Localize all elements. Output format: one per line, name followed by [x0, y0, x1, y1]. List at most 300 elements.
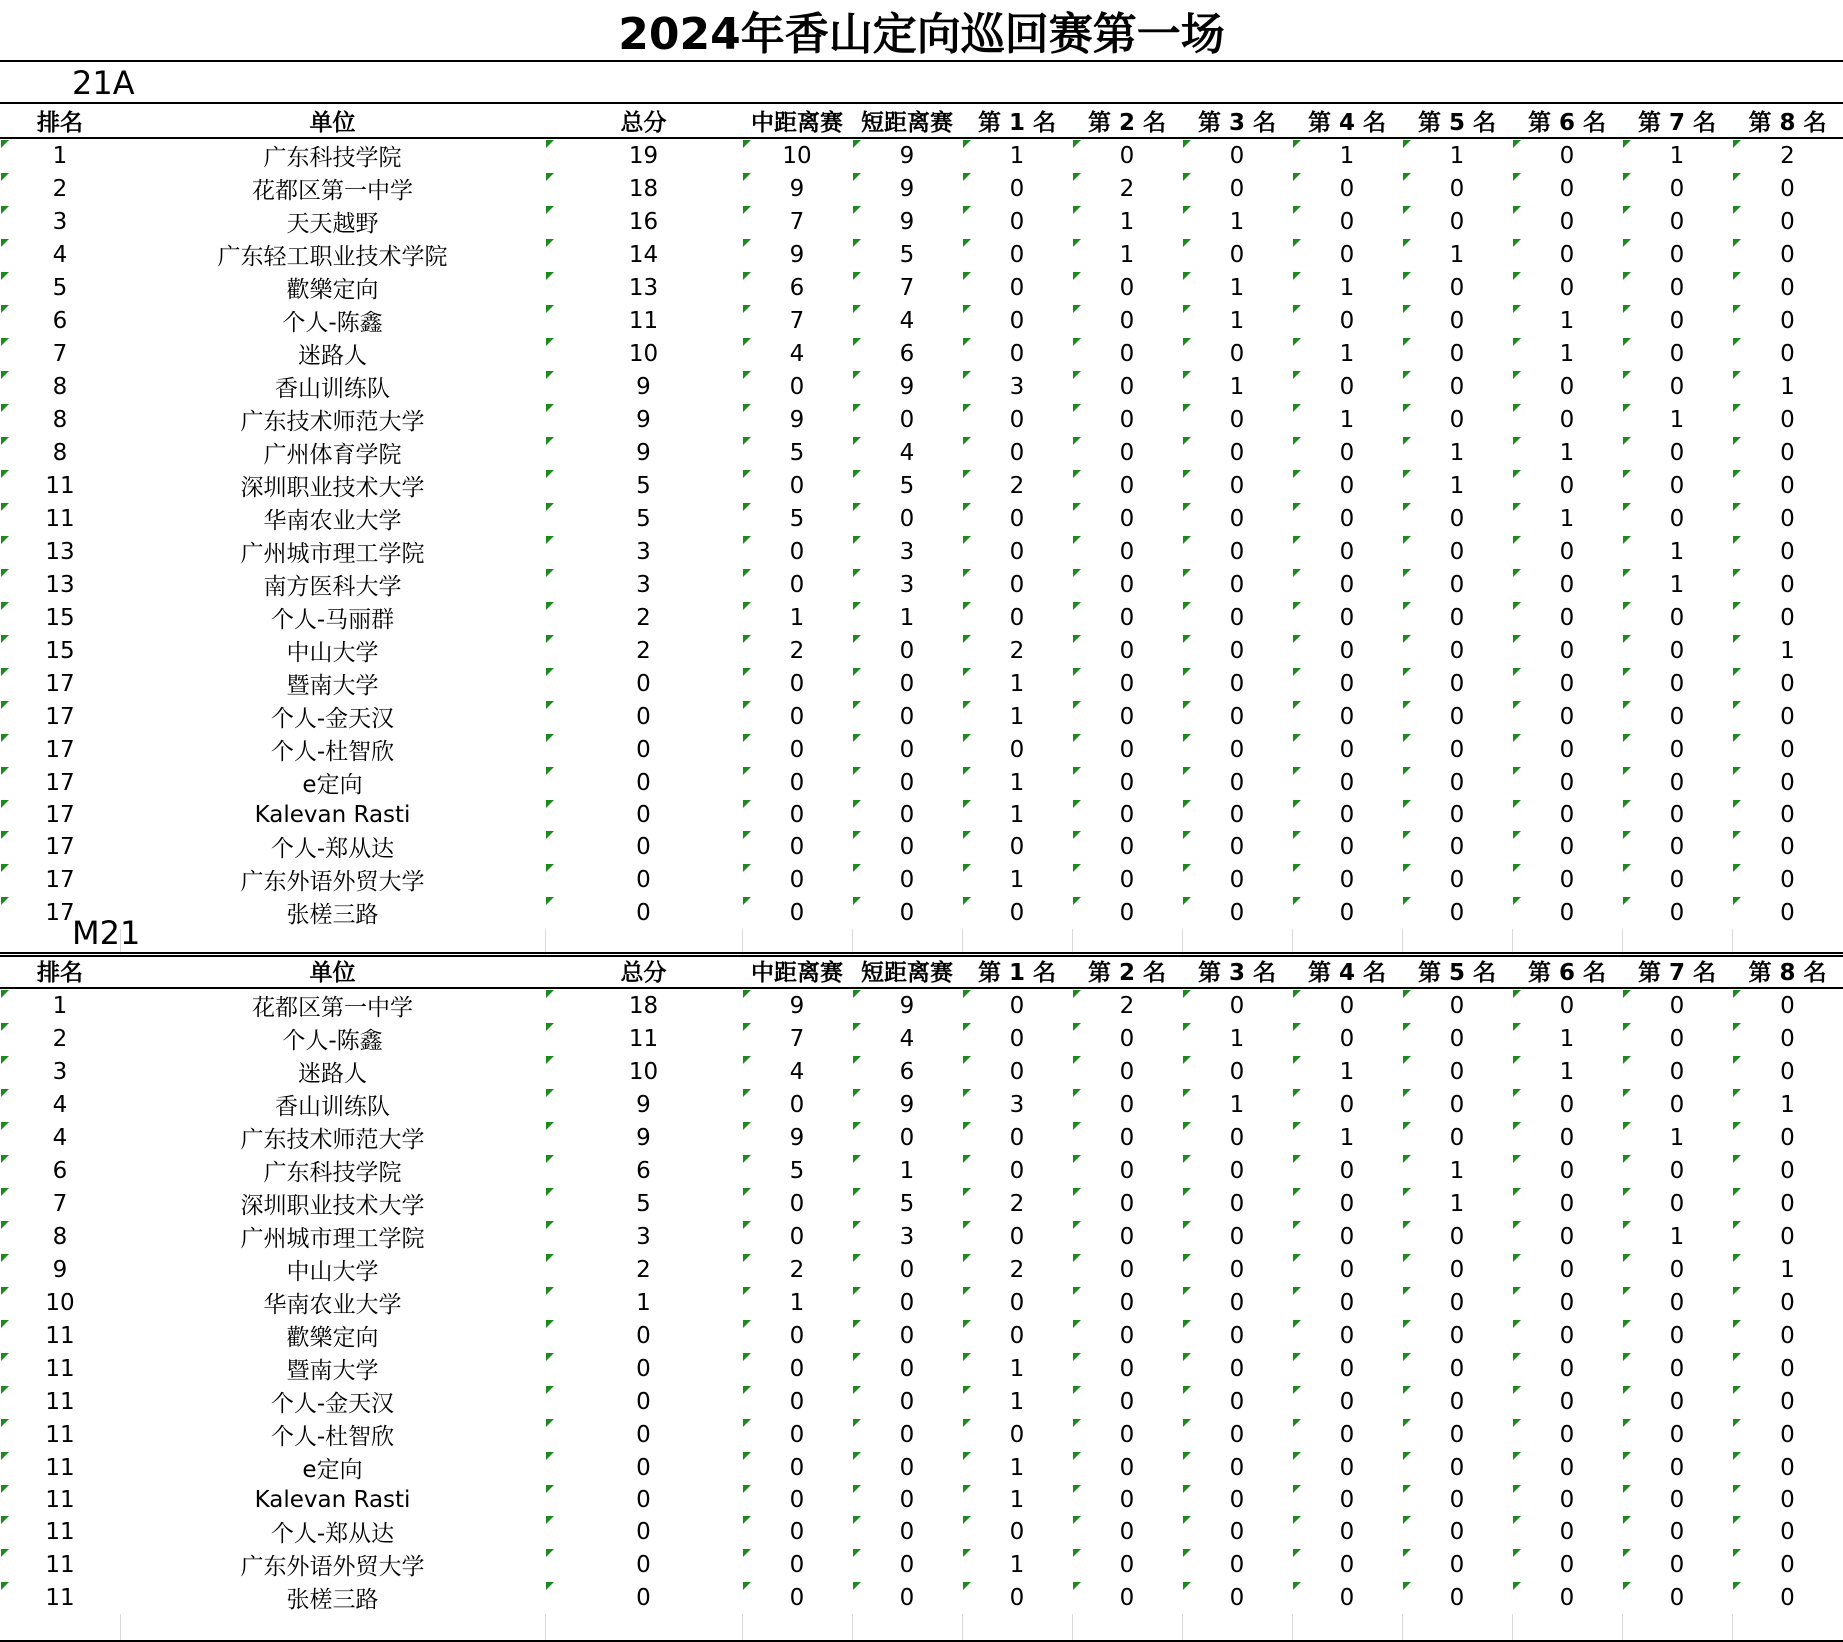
score-cell: 0 — [1292, 469, 1402, 502]
score-cell: 0 — [1622, 370, 1732, 403]
score-cell: 4 — [852, 304, 962, 337]
score-cell: 0 — [1732, 403, 1843, 436]
table-row — [0, 1484, 1843, 1515]
team-cell: 天天越野 — [286, 211, 379, 237]
rank-cell: 13 — [0, 568, 120, 601]
score-cell: 0 — [1732, 896, 1843, 929]
score-cell: 0 — [1622, 1418, 1732, 1451]
spacer-cell — [742, 1614, 852, 1640]
team-cell: 迷路人 — [298, 343, 367, 369]
score-cell: 9 — [852, 988, 962, 1022]
score-cell: 0 — [962, 1022, 1072, 1055]
table-row — [0, 304, 1843, 337]
score-cell: 0 — [1402, 1581, 1512, 1614]
score-cell: 9 — [545, 1088, 742, 1121]
score-cell: 0 — [1732, 1055, 1843, 1088]
team-cell: 深圳职业技术大学 — [240, 1193, 425, 1219]
score-cell: 1 — [1732, 1253, 1843, 1286]
spacer-cell — [1182, 1614, 1292, 1640]
score-cell: 3 — [962, 370, 1072, 403]
team-cell: 广东轻工职业技术学院 — [217, 244, 448, 270]
score-cell: 10 — [545, 337, 742, 370]
score-cell: 0 — [1292, 1187, 1402, 1220]
score-cell: 0 — [1732, 1022, 1843, 1055]
score-cell: 0 — [962, 1055, 1072, 1088]
score-cell: 0 — [1072, 733, 1182, 766]
rank-cell: 11 — [0, 1548, 120, 1581]
score-cell: 0 — [1182, 667, 1292, 700]
score-cell: 0 — [1512, 1352, 1622, 1385]
team-cell: 广东科技学院 — [263, 145, 402, 171]
section-title: M21 — [0, 912, 1843, 954]
score-cell: 0 — [1182, 1187, 1292, 1220]
table-row — [0, 1548, 1843, 1581]
rank-cell: 3 — [0, 205, 120, 238]
score-cell: 0 — [962, 1319, 1072, 1352]
score-cell: 0 — [1292, 1253, 1402, 1286]
score-cell: 0 — [1402, 1121, 1512, 1154]
score-cell: 0 — [962, 1515, 1072, 1548]
score-cell: 0 — [1732, 238, 1843, 271]
score-cell: 1 — [962, 1451, 1072, 1484]
team-cell: 花都区第一中学 — [252, 178, 413, 204]
score-cell: 1 — [962, 138, 1072, 172]
score-cell: 0 — [1512, 1515, 1622, 1548]
score-cell: 0 — [1182, 601, 1292, 634]
score-cell: 0 — [1072, 1055, 1182, 1088]
score-cell: 0 — [1402, 1352, 1512, 1385]
score-cell: 0 — [1072, 1319, 1182, 1352]
score-cell: 0 — [1072, 436, 1182, 469]
score-cell: 0 — [545, 1385, 742, 1418]
score-cell: 0 — [545, 766, 742, 799]
score-cell: 0 — [1512, 568, 1622, 601]
column-header: 单位 — [120, 954, 545, 988]
rank-cell: 17 — [0, 733, 120, 766]
score-cell: 0 — [1512, 799, 1622, 830]
score-cell: 18 — [545, 988, 742, 1022]
table-row — [0, 1319, 1843, 1352]
score-cell: 0 — [962, 1286, 1072, 1319]
score-cell: 13 — [545, 271, 742, 304]
table-row — [0, 1581, 1843, 1614]
score-cell: 0 — [1402, 988, 1512, 1022]
score-cell: 0 — [1512, 634, 1622, 667]
rank-cell: 17 — [0, 896, 120, 929]
score-cell: 0 — [1182, 1220, 1292, 1253]
score-cell: 0 — [742, 700, 852, 733]
score-cell: 0 — [1072, 667, 1182, 700]
score-cell: 0 — [852, 830, 962, 863]
score-cell: 0 — [1182, 436, 1292, 469]
team-cell: 广州体育学院 — [263, 442, 402, 468]
score-cell: 0 — [1732, 1286, 1843, 1319]
section-21a — [0, 62, 1843, 957]
score-cell: 0 — [1292, 1484, 1402, 1515]
score-cell: 0 — [1622, 1055, 1732, 1088]
column-header: 第 4 名 — [1292, 104, 1402, 138]
score-cell: 1 — [962, 1385, 1072, 1418]
rank-cell: 11 — [0, 1451, 120, 1484]
score-cell: 4 — [742, 1055, 852, 1088]
score-cell: 9 — [742, 238, 852, 271]
score-cell: 0 — [742, 1385, 852, 1418]
score-cell: 0 — [1622, 1286, 1732, 1319]
score-cell: 0 — [1732, 1187, 1843, 1220]
score-cell: 1 — [1182, 205, 1292, 238]
score-cell: 0 — [1402, 1418, 1512, 1451]
score-cell: 0 — [1512, 601, 1622, 634]
team-cell: 广东技术师范大学 — [240, 1127, 425, 1153]
score-cell: 0 — [1182, 700, 1292, 733]
score-cell: 0 — [1512, 766, 1622, 799]
team-cell: 广州城市理工学院 — [240, 1226, 425, 1252]
spacer-cell — [962, 1614, 1072, 1640]
score-cell: 0 — [1512, 1418, 1622, 1451]
score-cell: 0 — [852, 1581, 962, 1614]
score-cell: 0 — [852, 1352, 962, 1385]
score-cell: 1 — [1512, 1055, 1622, 1088]
score-cell: 0 — [1402, 1319, 1512, 1352]
score-cell: 0 — [962, 238, 1072, 271]
table-row — [0, 370, 1843, 403]
rank-cell: 2 — [0, 1022, 120, 1055]
score-cell: 0 — [852, 1548, 962, 1581]
score-cell: 0 — [852, 403, 962, 436]
column-header: 第 7 名 — [1622, 104, 1732, 138]
score-cell: 1 — [1402, 469, 1512, 502]
score-cell: 0 — [1072, 1121, 1182, 1154]
score-cell: 11 — [545, 1022, 742, 1055]
score-cell: 0 — [852, 667, 962, 700]
score-cell: 0 — [1732, 469, 1843, 502]
score-cell: 0 — [545, 1548, 742, 1581]
score-cell: 0 — [852, 1385, 962, 1418]
score-cell: 0 — [852, 634, 962, 667]
team-cell: 迷路人 — [298, 1061, 367, 1087]
score-cell: 0 — [545, 863, 742, 896]
score-cell: 0 — [1072, 469, 1182, 502]
table-row — [0, 830, 1843, 863]
score-cell: 1 — [1402, 1154, 1512, 1187]
score-cell: 0 — [1622, 1088, 1732, 1121]
team-cell: 广东技术师范大学 — [240, 409, 425, 435]
team-cell: 南方医科大学 — [263, 574, 402, 600]
score-cell: 0 — [962, 830, 1072, 863]
score-cell: 3 — [545, 1220, 742, 1253]
table-row — [0, 1121, 1843, 1154]
score-cell: 0 — [1732, 1581, 1843, 1614]
score-cell: 1 — [1732, 370, 1843, 403]
score-cell: 3 — [962, 1088, 1072, 1121]
score-cell: 9 — [545, 370, 742, 403]
score-cell: 0 — [962, 436, 1072, 469]
spacer-cell — [1732, 1614, 1843, 1640]
score-cell: 0 — [1182, 896, 1292, 929]
rank-cell: 11 — [0, 469, 120, 502]
team-cell: 歡樂定向 — [286, 277, 379, 303]
score-cell: 0 — [962, 205, 1072, 238]
score-cell: 0 — [1622, 1187, 1732, 1220]
score-cell: 0 — [1402, 896, 1512, 929]
score-cell: 0 — [1512, 138, 1622, 172]
team-cell: Kalevan Rasti — [254, 1486, 411, 1513]
score-cell: 0 — [1072, 304, 1182, 337]
score-cell: 1 — [1512, 502, 1622, 535]
score-cell: 0 — [1072, 403, 1182, 436]
table-row — [0, 799, 1843, 830]
score-cell: 1 — [852, 601, 962, 634]
score-cell: 1 — [962, 799, 1072, 830]
score-cell: 0 — [852, 766, 962, 799]
score-cell: 1 — [1292, 1055, 1402, 1088]
team-cell: 个人-杜智欣 — [270, 739, 395, 765]
score-cell: 0 — [1182, 1154, 1292, 1187]
score-cell: 0 — [1292, 172, 1402, 205]
score-cell: 5 — [545, 502, 742, 535]
score-cell: 0 — [1182, 469, 1292, 502]
team-cell: 个人-郑从达 — [270, 836, 395, 862]
rank-cell: 15 — [0, 601, 120, 634]
spacer-cell — [1402, 1614, 1512, 1640]
score-cell: 0 — [852, 863, 962, 896]
score-cell: 0 — [1072, 1451, 1182, 1484]
score-cell: 0 — [1182, 568, 1292, 601]
score-cell: 0 — [1072, 138, 1182, 172]
table-row — [0, 1088, 1843, 1121]
score-cell: 0 — [742, 1515, 852, 1548]
score-cell: 0 — [1622, 634, 1732, 667]
score-cell: 0 — [1292, 535, 1402, 568]
score-cell: 0 — [1402, 766, 1512, 799]
score-cell: 0 — [1182, 502, 1292, 535]
score-cell: 0 — [1182, 403, 1292, 436]
table-row — [0, 733, 1843, 766]
team-cell: 香山训练队 — [275, 376, 390, 402]
score-cell: 0 — [1512, 1121, 1622, 1154]
score-cell: 0 — [742, 830, 852, 863]
column-header: 第 5 名 — [1402, 954, 1512, 988]
score-cell: 5 — [545, 1187, 742, 1220]
table-row — [0, 1055, 1843, 1088]
score-cell: 0 — [1732, 1548, 1843, 1581]
table-row — [0, 172, 1843, 205]
score-cell: 1 — [1402, 138, 1512, 172]
rank-cell: 4 — [0, 1121, 120, 1154]
score-cell: 6 — [852, 337, 962, 370]
score-cell: 0 — [1292, 1418, 1402, 1451]
score-cell: 0 — [962, 403, 1072, 436]
score-cell: 0 — [1622, 830, 1732, 863]
score-cell: 0 — [1182, 337, 1292, 370]
table-row — [0, 863, 1843, 896]
score-cell: 0 — [962, 337, 1072, 370]
team-cell: 广东科技学院 — [263, 1160, 402, 1186]
column-header: 第 2 名 — [1072, 104, 1182, 138]
score-cell: 9 — [852, 370, 962, 403]
score-cell: 1 — [1292, 403, 1402, 436]
score-cell: 0 — [962, 304, 1072, 337]
score-cell: 0 — [1622, 700, 1732, 733]
score-cell: 0 — [1182, 1319, 1292, 1352]
score-cell: 0 — [1182, 1484, 1292, 1515]
score-cell: 18 — [545, 172, 742, 205]
score-cell: 1 — [962, 1548, 1072, 1581]
score-cell: 0 — [1622, 1581, 1732, 1614]
score-cell: 0 — [1622, 1451, 1732, 1484]
table-row — [0, 1220, 1843, 1253]
rank-cell: 1 — [0, 138, 120, 172]
score-cell: 0 — [1292, 667, 1402, 700]
score-cell: 0 — [1072, 1220, 1182, 1253]
score-cell: 0 — [1402, 830, 1512, 863]
table-row — [0, 1154, 1843, 1187]
table-row — [0, 403, 1843, 436]
results-table — [0, 104, 1843, 955]
score-cell: 0 — [1072, 1515, 1182, 1548]
column-header: 排名 — [0, 104, 120, 138]
team-cell: Kalevan Rasti — [254, 801, 411, 828]
score-cell: 0 — [1512, 1154, 1622, 1187]
page-title: 2024年香山定向巡回赛第一场 — [0, 0, 1843, 62]
score-cell: 0 — [742, 896, 852, 929]
rank-cell: 11 — [0, 1319, 120, 1352]
score-cell: 0 — [962, 896, 1072, 929]
spacer-cell — [545, 1614, 742, 1640]
score-cell: 0 — [1622, 1515, 1732, 1548]
score-cell: 0 — [1402, 1220, 1512, 1253]
score-cell: 5 — [742, 1154, 852, 1187]
rank-cell: 9 — [0, 1253, 120, 1286]
score-cell: 0 — [1072, 896, 1182, 929]
table-row — [0, 634, 1843, 667]
score-cell: 0 — [545, 896, 742, 929]
score-cell: 0 — [742, 1484, 852, 1515]
rank-cell: 11 — [0, 1418, 120, 1451]
rank-cell: 17 — [0, 799, 120, 830]
score-cell: 0 — [1732, 799, 1843, 830]
score-cell: 5 — [742, 502, 852, 535]
table-row — [0, 1253, 1843, 1286]
score-cell: 9 — [852, 138, 962, 172]
score-cell: 0 — [1732, 1220, 1843, 1253]
score-cell: 0 — [962, 988, 1072, 1022]
rank-cell: 7 — [0, 1187, 120, 1220]
score-cell: 0 — [1622, 1484, 1732, 1515]
score-cell: 0 — [1622, 1154, 1732, 1187]
score-cell: 0 — [742, 568, 852, 601]
score-cell: 0 — [962, 271, 1072, 304]
score-cell: 1 — [962, 1352, 1072, 1385]
score-cell: 1 — [1182, 1022, 1292, 1055]
score-cell: 0 — [1512, 535, 1622, 568]
score-cell: 0 — [962, 502, 1072, 535]
score-cell: 7 — [742, 1022, 852, 1055]
score-cell: 0 — [852, 502, 962, 535]
score-cell: 0 — [1512, 830, 1622, 863]
rank-cell: 11 — [0, 502, 120, 535]
score-cell: 0 — [1292, 1451, 1402, 1484]
table-row — [0, 1385, 1843, 1418]
score-cell: 0 — [1292, 1581, 1402, 1614]
score-cell: 0 — [1072, 601, 1182, 634]
score-cell: 9 — [742, 988, 852, 1022]
table-row — [0, 667, 1843, 700]
score-cell: 0 — [1402, 535, 1512, 568]
score-cell: 0 — [545, 1484, 742, 1515]
score-cell: 1 — [962, 667, 1072, 700]
score-cell: 0 — [1402, 370, 1512, 403]
score-cell: 0 — [1512, 733, 1622, 766]
score-cell: 0 — [1732, 535, 1843, 568]
column-header: 第 1 名 — [962, 954, 1072, 988]
score-cell: 0 — [742, 667, 852, 700]
score-cell: 0 — [1732, 700, 1843, 733]
score-cell: 0 — [742, 799, 852, 830]
score-cell: 0 — [962, 1220, 1072, 1253]
score-cell: 0 — [1622, 502, 1732, 535]
score-cell: 0 — [545, 830, 742, 863]
score-cell: 0 — [852, 799, 962, 830]
results-table — [0, 954, 1843, 1640]
table-row — [0, 700, 1843, 733]
team-cell: 个人-杜智欣 — [270, 1424, 395, 1450]
score-cell: 0 — [1732, 1515, 1843, 1548]
score-cell: 1 — [962, 700, 1072, 733]
score-cell: 0 — [962, 601, 1072, 634]
score-cell: 0 — [1292, 436, 1402, 469]
score-cell: 0 — [852, 1286, 962, 1319]
score-cell: 0 — [1622, 667, 1732, 700]
score-cell: 0 — [1182, 1451, 1292, 1484]
column-header: 第 8 名 — [1732, 104, 1843, 138]
score-cell: 0 — [1402, 337, 1512, 370]
score-cell: 5 — [852, 238, 962, 271]
table-header-row — [0, 954, 1843, 988]
score-cell: 0 — [742, 1418, 852, 1451]
score-cell: 1 — [1402, 436, 1512, 469]
team-cell: 暨南大学 — [286, 673, 379, 699]
score-cell: 0 — [1072, 1484, 1182, 1515]
team-cell: e定向 — [302, 1457, 363, 1483]
table-row — [0, 1286, 1843, 1319]
score-cell: 1 — [1292, 271, 1402, 304]
team-cell: 个人-金天汉 — [270, 706, 395, 732]
column-header: 中距离赛 — [742, 104, 852, 138]
score-cell: 0 — [1512, 667, 1622, 700]
score-cell: 0 — [1402, 1022, 1512, 1055]
score-cell: 0 — [1622, 766, 1732, 799]
score-cell: 0 — [852, 1253, 962, 1286]
column-header: 第 3 名 — [1182, 954, 1292, 988]
score-cell: 0 — [742, 535, 852, 568]
rank-cell: 11 — [0, 1385, 120, 1418]
score-cell: 0 — [1072, 1154, 1182, 1187]
score-cell: 0 — [1732, 205, 1843, 238]
score-cell: 0 — [742, 1220, 852, 1253]
team-cell: 花都区第一中学 — [252, 995, 413, 1021]
score-cell: 0 — [1622, 172, 1732, 205]
score-cell: 0 — [1072, 1187, 1182, 1220]
score-cell: 0 — [1512, 1484, 1622, 1515]
score-cell: 0 — [1072, 1253, 1182, 1286]
score-cell: 0 — [1182, 1253, 1292, 1286]
score-cell: 10 — [545, 1055, 742, 1088]
score-cell: 0 — [1072, 799, 1182, 830]
score-cell: 9 — [742, 1121, 852, 1154]
score-cell: 5 — [852, 469, 962, 502]
score-cell: 7 — [852, 271, 962, 304]
